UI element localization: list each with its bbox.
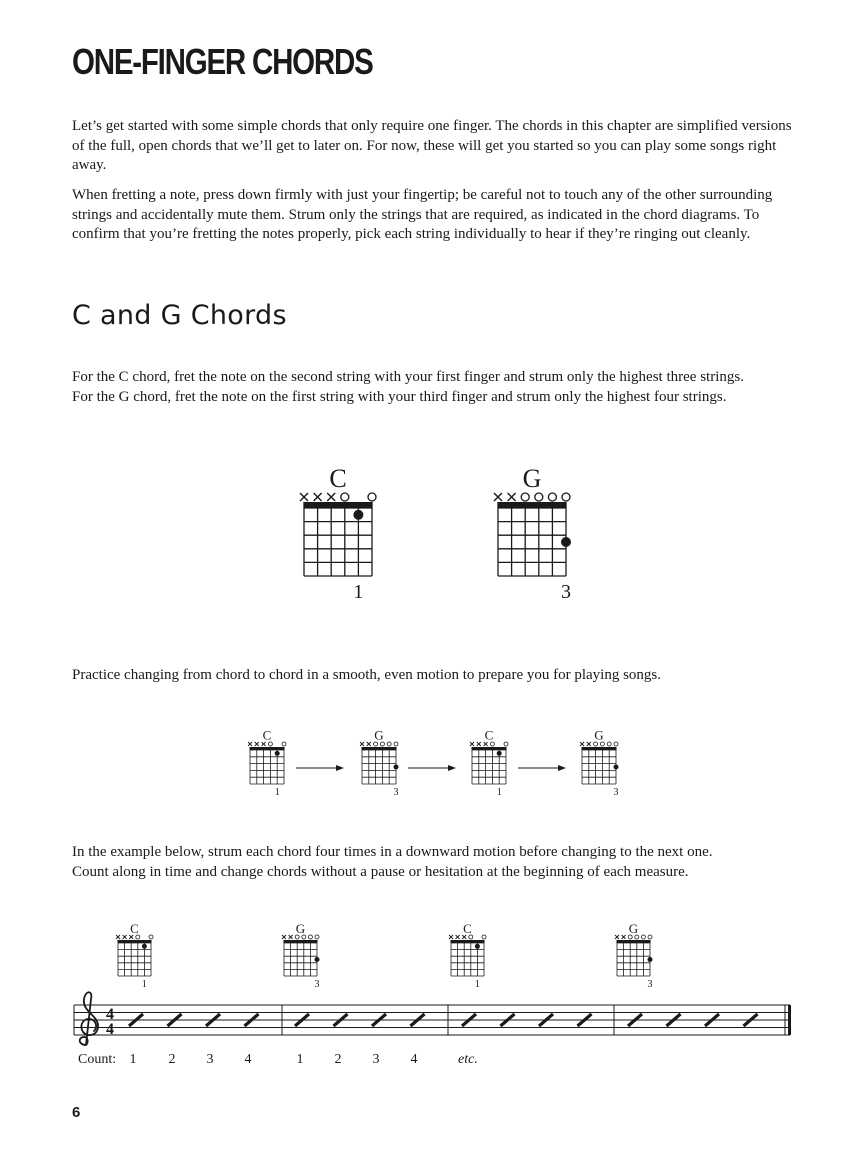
fret-dot bbox=[394, 765, 399, 770]
chord-diagram-c bbox=[449, 921, 486, 990]
chord-diagram-g bbox=[494, 464, 571, 603]
nut bbox=[498, 502, 567, 508]
count-number: 2 bbox=[168, 1052, 176, 1067]
final-bar-thick bbox=[788, 1005, 791, 1035]
fret-dot bbox=[614, 765, 619, 770]
large-chord-diagrams bbox=[0, 455, 864, 615]
chord-diagram-g bbox=[282, 921, 320, 990]
intro-paragraph-1: Let’s get started with some simple chords that only require one finger. The chords in this chapter are simplified versions of the full, open chords that we’ll get to later on. For now, these will get you started so you can play some songs right away. bbox=[72, 118, 792, 173]
fret-dot bbox=[648, 957, 653, 962]
chord-diagram-c bbox=[470, 727, 508, 798]
open-string-marker bbox=[341, 493, 349, 501]
section-heading: C and G Chords bbox=[72, 300, 287, 331]
open-string-marker bbox=[504, 742, 508, 746]
open-string-marker bbox=[600, 742, 604, 746]
chord-diagram-g bbox=[615, 921, 653, 990]
open-string-marker bbox=[149, 935, 153, 939]
open-string-marker bbox=[282, 742, 286, 746]
finger-number: 3 bbox=[613, 787, 619, 798]
example-line-1: In the example below, strum each chord four times in a downward motion before changing to the next one. bbox=[72, 844, 713, 860]
open-string-marker bbox=[387, 742, 391, 746]
open-string-marker bbox=[315, 935, 319, 939]
open-string-marker bbox=[482, 935, 486, 939]
fret-dot bbox=[315, 957, 320, 962]
open-string-marker bbox=[648, 935, 652, 939]
count-number: 4 bbox=[410, 1052, 418, 1067]
chord-diagram-g bbox=[360, 727, 399, 798]
nut bbox=[582, 747, 617, 750]
open-string-marker bbox=[607, 742, 611, 746]
count-row bbox=[78, 1052, 478, 1067]
open-string-marker bbox=[374, 742, 378, 746]
nut bbox=[284, 940, 318, 943]
finger-number: 1 bbox=[496, 787, 502, 798]
open-string-marker bbox=[594, 742, 598, 746]
open-string-marker bbox=[268, 742, 272, 746]
count-number: 2 bbox=[334, 1052, 342, 1067]
practice-paragraph: Practice changing from chord to chord in a smooth, even motion to prepare you for playing songs. bbox=[72, 667, 662, 683]
chord-name: G bbox=[522, 463, 542, 493]
open-string-marker bbox=[535, 493, 543, 501]
finger-number: 1 bbox=[274, 787, 280, 798]
chord-name: C bbox=[329, 463, 347, 493]
finger-number: 3 bbox=[561, 581, 571, 603]
chord-diagram-c bbox=[248, 727, 286, 798]
nut bbox=[362, 747, 397, 750]
example-paragraph bbox=[72, 843, 832, 882]
c-chord-instruction: For the C chord, fret the note on the second string with your first finger and strum only the highest three strings. bbox=[72, 369, 744, 385]
g-chord-instruction: For the G chord, fret the note on the first string with your third finger and strum only the highest four strings. bbox=[72, 388, 727, 405]
open-string-marker bbox=[308, 935, 312, 939]
count-number: 1 bbox=[129, 1052, 137, 1067]
chord-name: G bbox=[628, 920, 639, 936]
chord-name: G bbox=[594, 727, 604, 743]
chord-diagram-c bbox=[116, 921, 153, 990]
arrow-head bbox=[336, 765, 344, 771]
chord-name: C bbox=[463, 920, 472, 936]
nut bbox=[118, 940, 152, 943]
open-string-marker bbox=[521, 493, 529, 501]
open-string-marker bbox=[562, 493, 570, 501]
open-string-marker bbox=[394, 742, 398, 746]
fret-dot bbox=[497, 751, 502, 756]
fret-dot bbox=[561, 537, 571, 547]
chord-diagram-g bbox=[580, 727, 619, 798]
open-string-marker bbox=[614, 742, 618, 746]
count-number: 4 bbox=[244, 1052, 252, 1067]
etc-label: etc. bbox=[458, 1052, 478, 1067]
fret-dot bbox=[353, 510, 363, 520]
chord-name: G bbox=[374, 727, 384, 743]
fret-dot bbox=[142, 944, 147, 949]
open-string-marker bbox=[641, 935, 645, 939]
time-signature-top: 4 bbox=[106, 1006, 114, 1023]
finger-number: 3 bbox=[647, 979, 653, 990]
chord-name: C bbox=[262, 727, 272, 743]
treble-clef-icon bbox=[80, 992, 98, 1045]
finger-number: 1 bbox=[474, 979, 480, 990]
chord-change-sequence bbox=[0, 722, 864, 812]
nut bbox=[472, 747, 507, 750]
open-string-marker bbox=[380, 742, 384, 746]
rhythm-notation bbox=[0, 915, 864, 1075]
finger-number: 3 bbox=[314, 979, 320, 990]
time-signature-bottom: 4 bbox=[106, 1021, 114, 1038]
chord-name: G bbox=[295, 920, 306, 936]
arrow-head bbox=[558, 765, 566, 771]
fret-dot bbox=[275, 751, 280, 756]
section-paragraph bbox=[72, 368, 832, 407]
page-number: 6 bbox=[72, 1104, 81, 1121]
chord-diagram-c bbox=[300, 464, 376, 603]
chord-name: C bbox=[484, 727, 494, 743]
chord-name: C bbox=[130, 920, 139, 936]
nut bbox=[304, 502, 373, 508]
open-string-marker bbox=[490, 742, 494, 746]
nut bbox=[250, 747, 285, 750]
nut bbox=[451, 940, 485, 943]
example-line-2: Count along in time and change chords without a pause or hesitation at the beginning of each measure. bbox=[72, 863, 689, 880]
intro-paragraph-2: When fretting a note, press down firmly with just your fingertip; be careful not to touch any of the other surrounding strings and accidentally mute them. Strum only the strings that are required, as indicated in the chord diagrams. To confirm that you’re fretting the notes properly, pick each string individually to hear if they’re ringing out cleanly. bbox=[72, 187, 773, 242]
finger-number: 3 bbox=[393, 787, 399, 798]
count-number: 1 bbox=[296, 1052, 304, 1067]
finger-number: 1 bbox=[353, 581, 364, 603]
count-label: Count: bbox=[78, 1052, 117, 1067]
nut bbox=[617, 940, 651, 943]
fret-dot bbox=[475, 944, 480, 949]
arrow-head bbox=[448, 765, 456, 771]
count-number: 3 bbox=[372, 1052, 380, 1067]
open-string-marker bbox=[548, 493, 556, 501]
finger-number: 1 bbox=[141, 979, 147, 990]
page-title: ONE-FINGER CHORDS bbox=[72, 41, 373, 82]
count-number: 3 bbox=[206, 1052, 214, 1067]
open-string-marker bbox=[368, 493, 376, 501]
